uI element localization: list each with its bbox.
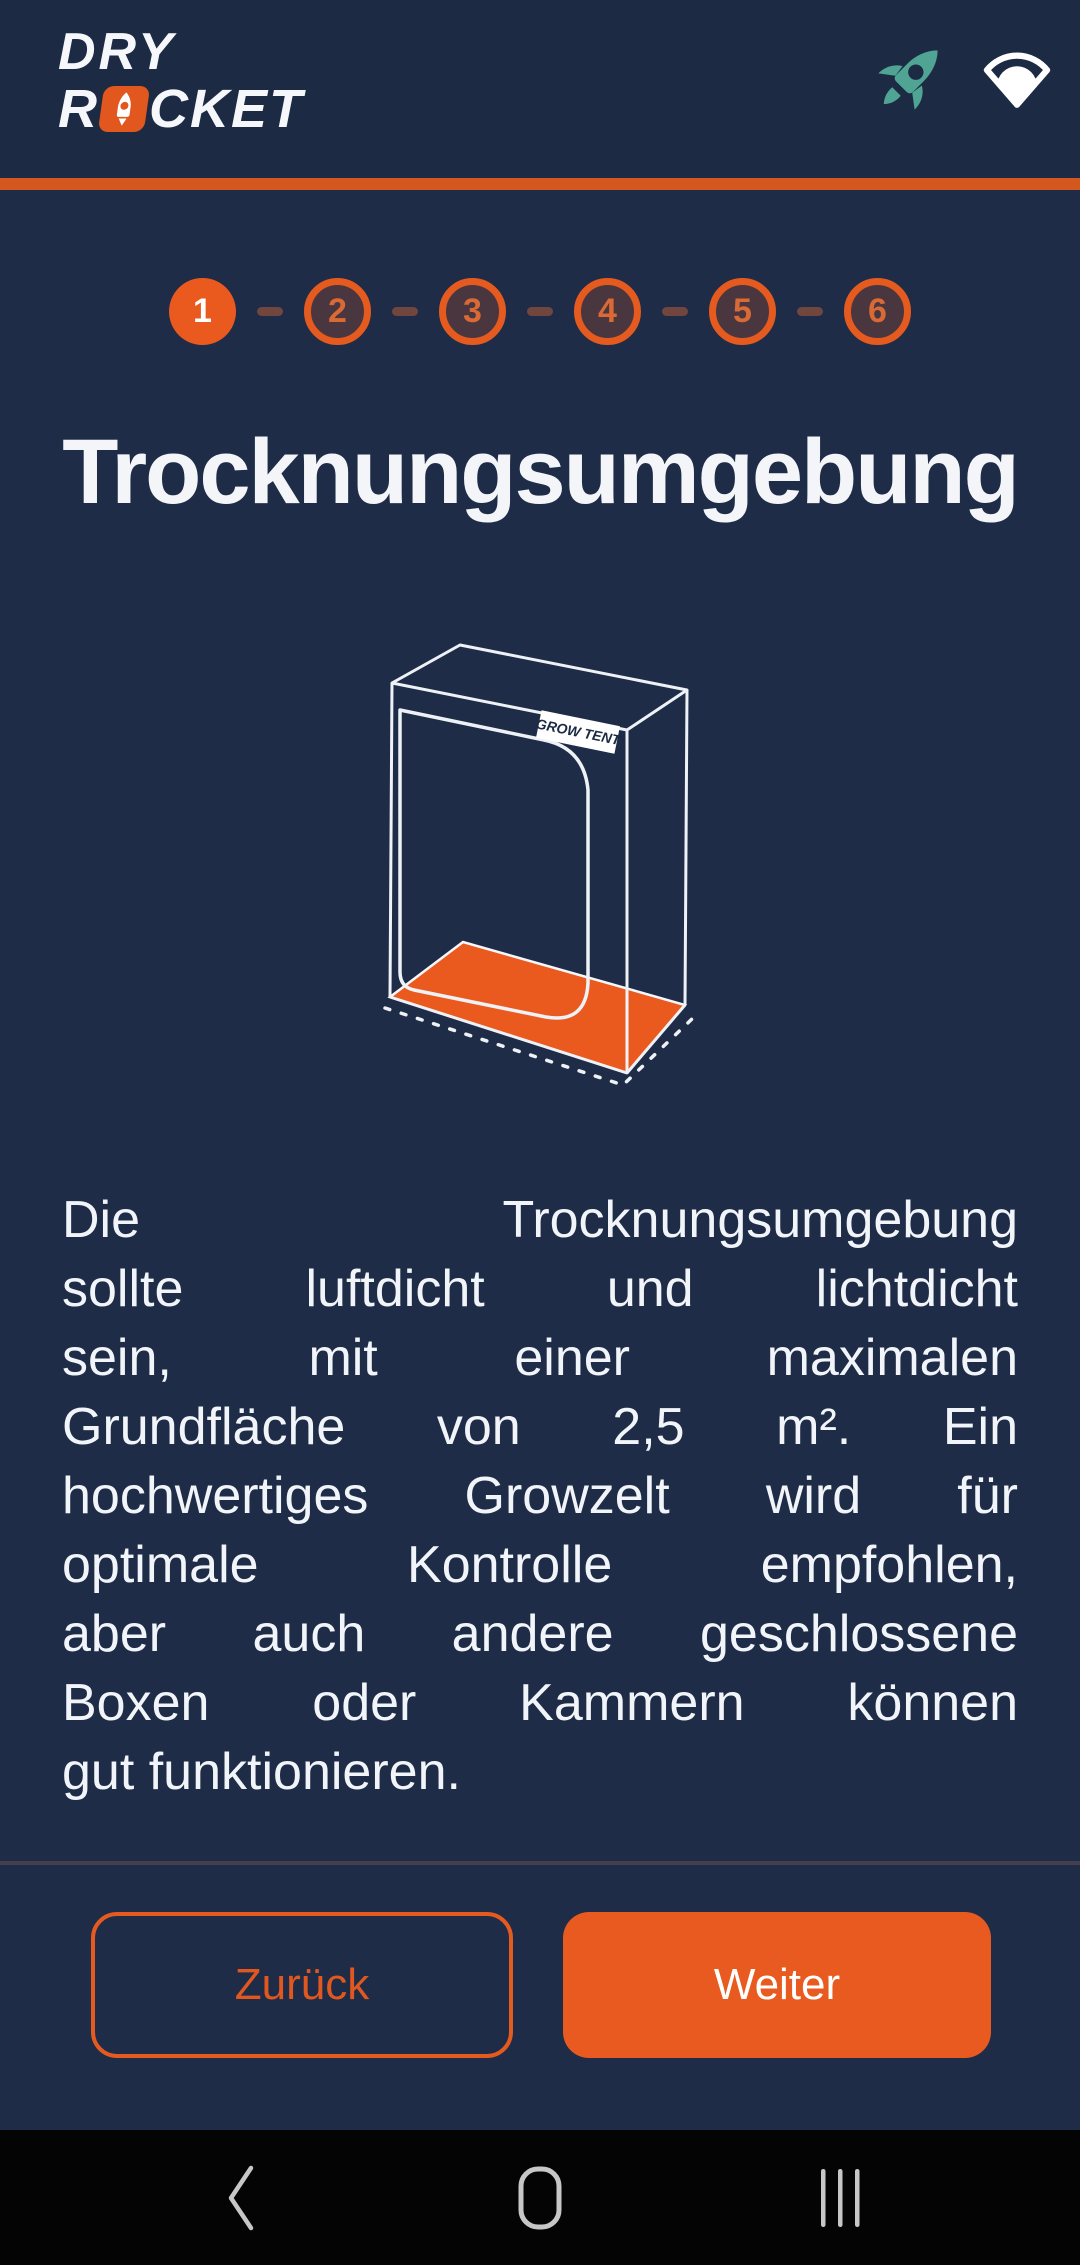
logo-text-cket: CKET bbox=[149, 79, 304, 139]
step-circle-4[interactable]: 4 bbox=[574, 278, 641, 345]
next-button[interactable]: Weiter bbox=[563, 1912, 991, 2058]
back-button[interactable]: Zurück bbox=[91, 1912, 513, 2058]
step-circle-1[interactable]: 1 bbox=[169, 278, 236, 345]
back-icon bbox=[223, 2164, 257, 2232]
tent-floor bbox=[390, 942, 685, 1073]
paragraph-line: aber auch andere geschlossene bbox=[62, 1605, 1018, 1663]
paragraph-line: sein, mit einer maximalen bbox=[62, 1329, 1018, 1387]
header-status-icons bbox=[870, 36, 1054, 118]
paragraph-line: gut funktionieren. bbox=[62, 1743, 461, 1801]
app-logo bbox=[58, 23, 304, 139]
recents-icon bbox=[820, 2168, 860, 2228]
step-circle-6[interactable]: 6 bbox=[844, 278, 911, 345]
nav-home-button[interactable] bbox=[480, 2130, 600, 2265]
logo-text-rocket bbox=[58, 79, 304, 139]
android-navbar bbox=[0, 2130, 1080, 2265]
paragraph-line: Boxen oder Kammern können bbox=[62, 1674, 1018, 1732]
rocket-icon[interactable] bbox=[870, 36, 952, 118]
step-connector bbox=[257, 307, 283, 316]
step-connector bbox=[527, 307, 553, 316]
logo-rocket-tile bbox=[98, 86, 150, 132]
paragraph-line: hochwertiges Growzelt wird für bbox=[62, 1467, 1018, 1525]
header-accent-rule bbox=[0, 178, 1080, 190]
nav-back-button[interactable] bbox=[180, 2130, 300, 2265]
step-circle-2[interactable]: 2 bbox=[304, 278, 371, 345]
nav-recents-button[interactable] bbox=[780, 2130, 900, 2265]
body-paragraph bbox=[62, 1186, 1018, 1807]
step-connector bbox=[392, 307, 418, 316]
paragraph-line: Grundfläche von 2,5 m². Ein bbox=[62, 1398, 1018, 1456]
logo-text-r: R bbox=[58, 79, 99, 139]
step-connector bbox=[662, 307, 688, 316]
grow-tent-label bbox=[533, 710, 624, 755]
footer-divider bbox=[0, 1861, 1080, 1865]
step-connector bbox=[797, 307, 823, 316]
step-circle-5[interactable]: 5 bbox=[709, 278, 776, 345]
rocket-glyph-icon bbox=[102, 90, 145, 128]
svg-text:GROW TENT: GROW TENT bbox=[534, 715, 622, 749]
wifi-icon[interactable] bbox=[980, 40, 1054, 114]
paragraph-line: Die Trocknungsumgebung bbox=[62, 1191, 1018, 1249]
paragraph-line: sollte luftdicht und lichtdicht bbox=[62, 1260, 1018, 1318]
progress-stepper bbox=[0, 278, 1080, 345]
paragraph-line: optimale Kontrolle empfohlen, bbox=[62, 1536, 1018, 1594]
app-header bbox=[0, 0, 1080, 180]
home-icon bbox=[518, 2166, 562, 2230]
grow-tent-svg bbox=[330, 600, 770, 1100]
step-circle-3[interactable]: 3 bbox=[439, 278, 506, 345]
page-title: Trocknungsumgebung bbox=[62, 421, 1018, 523]
grow-tent-illustration bbox=[330, 600, 770, 1100]
logo-text-dry: DRY bbox=[58, 23, 176, 81]
